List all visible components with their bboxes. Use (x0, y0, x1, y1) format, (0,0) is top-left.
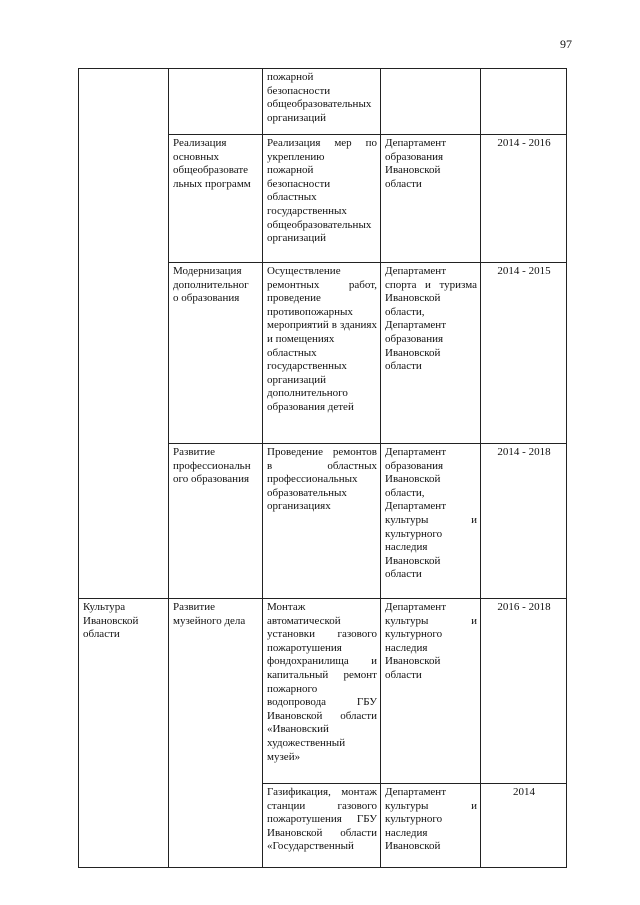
period-cell: 2014 - 2016 (481, 135, 567, 263)
executor-cell (381, 69, 481, 135)
subprogram-cell (169, 69, 263, 135)
period-cell (481, 69, 567, 135)
subprogram-cell: Модернизация дополнительног о образования (169, 263, 263, 444)
executor-cell: Департамент образования Ивановской области (381, 135, 481, 263)
period-cell: 2014 - 2015 (481, 263, 567, 444)
executor-cell: Департамент спорта и туризма Ивановской области, Департамент образования Ивановской области (381, 263, 481, 444)
period-cell: 2014 (481, 784, 567, 868)
table-row (79, 599, 567, 784)
activity-cell: Проведение ремонтов в областных профессиональных образовательных организациях (263, 444, 381, 599)
period-cell: 2016 - 2018 (481, 599, 567, 784)
period-cell: 2014 - 2018 (481, 444, 567, 599)
table-row (79, 69, 567, 135)
executor-cell: Департамент культуры и культурного наследия Ивановской (381, 784, 481, 868)
activity-cell: пожарной безопасности общеобразовательных организаций (263, 69, 381, 135)
subprogram-cell: Развитие профессиональн ого образования (169, 444, 263, 599)
direction-cell (79, 69, 169, 599)
activity-cell: Газификация, монтаж станции газового пожаротушения ГБУ Ивановской области «Государственный (263, 784, 381, 868)
direction-cell: Культура Ивановской области (79, 599, 169, 868)
subprogram-cell: Реализация основных общеобразовате льных программ (169, 135, 263, 263)
executor-cell: Департамент культуры и культурного наследия Ивановской области (381, 599, 481, 784)
activity-cell: Монтаж автоматической установки газового пожаротушения фондохранилища и капитальный ремонт пожарного водопровода ГБУ Ивановской области «Ивановский художественный музей» (263, 599, 381, 784)
measures-table (78, 68, 567, 868)
subprogram-cell: Развитие музейного дела (169, 599, 263, 868)
executor-cell: Департамент образования Ивановской области, Департамент культуры и культурного наследия Ивановской области (381, 444, 481, 599)
activity-cell: Осуществление ремонтных работ, проведение противопожарных мероприятий в зданиях и помещениях областных государственных организаций дополнительного образования детей (263, 263, 381, 444)
activity-cell: Реализация мер по укреплению пожарной безопасности областных государственных общеобразовательных организаций (263, 135, 381, 263)
page-number: 97 (560, 37, 572, 51)
